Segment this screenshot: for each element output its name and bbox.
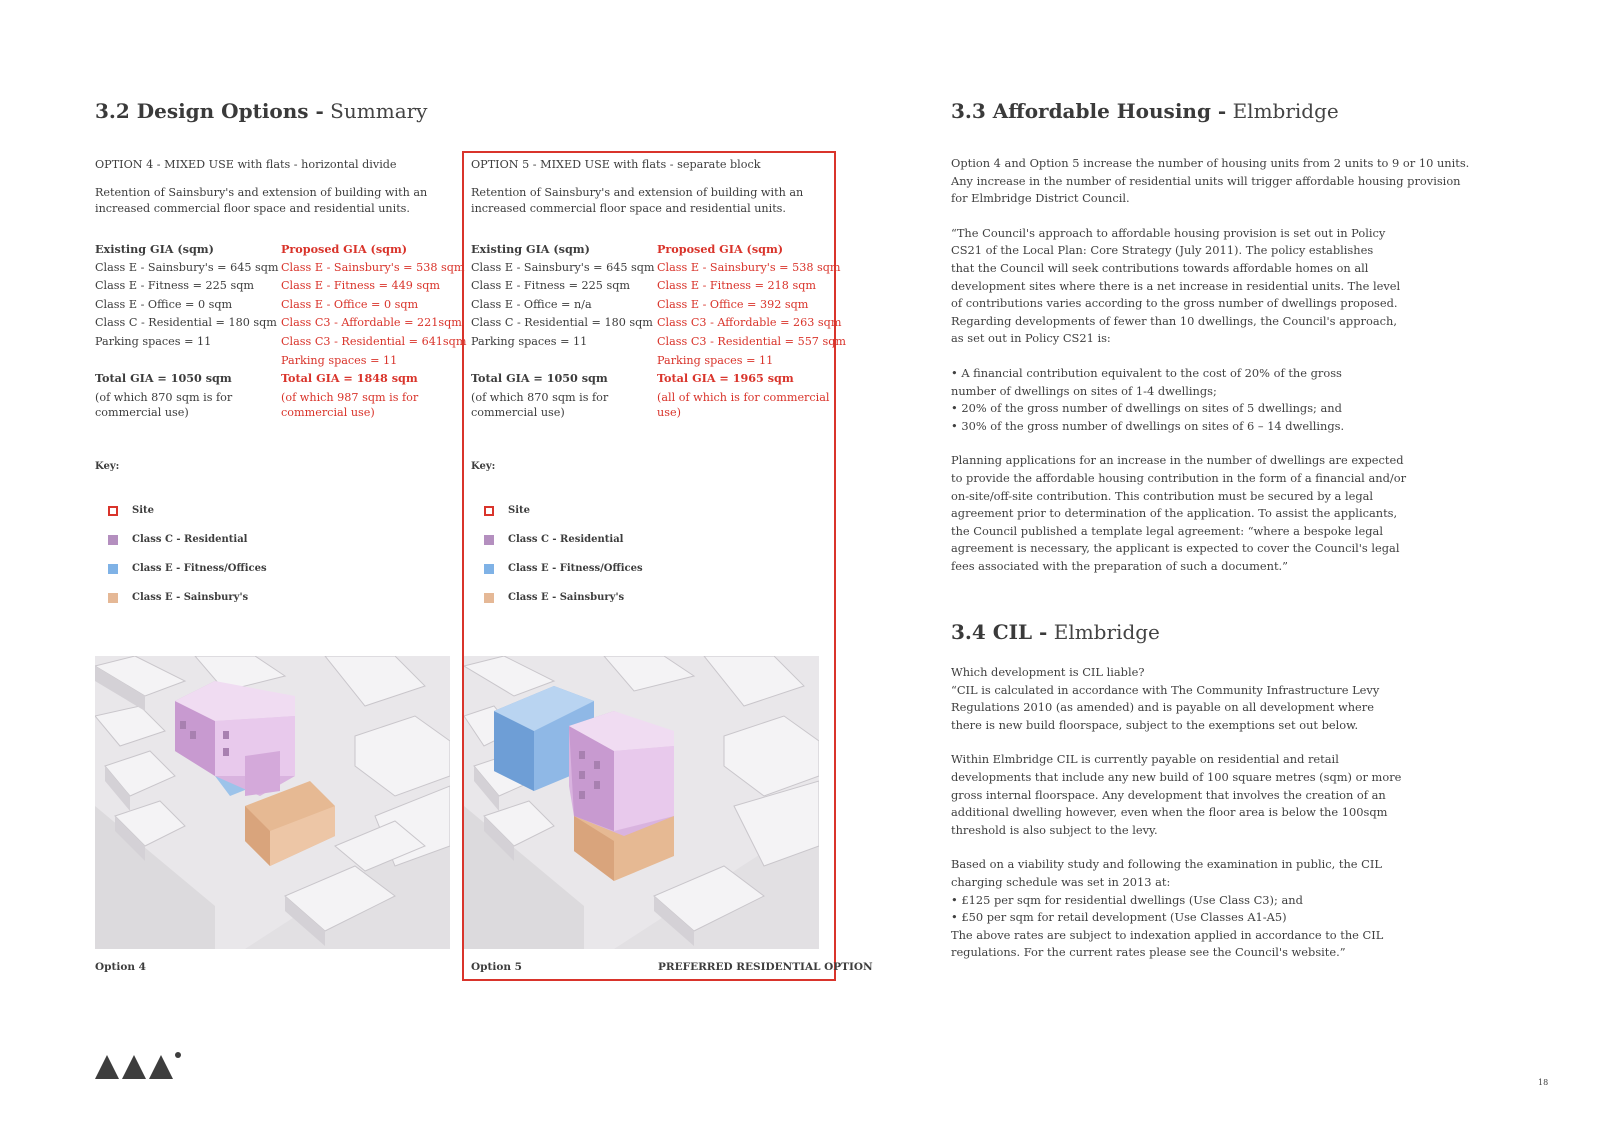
cil-text: Which development is CIL liable? “CIL is calculated in accordance with The Community Infrastructure Levy Regulations 2010 (as amended) and is payable on all development where there is new build floorspace, subject to the exemptions set out below. Within Elmbridge CIL is currently payable on residential and retail developments that include any new build of 100 square metres (sqm) or more gross internal floorspace. Any development that involves the creation of an additional dwelling however, even when the floor area is below the 100sqm threshold is also subject to the levy. Based on a viability study and following the examination in public, the CIL charging schedule was set in 2013 at: • £125 per sqm for residential dwellings (Use Class C3); and • £50 per sqm for retail development (Use Classes A1-A5) The above rates are subject to indexation applied in accordance to the CIL regulations. For the current rates please see the Council's website.” (951, 665, 1402, 960)
site-swatch (108, 506, 118, 516)
option-5-proposed-total: Total GIA = 1965 sqm (all of which is for commercial use) (657, 371, 830, 420)
affordable-housing-text: Option 4 and Option 5 increase the number of housing units from 2 units to 9 or 10 units. Any increase in the number of residential units will trigger affordable housing provision for Elmbridge District Council. “The Council's approach to affordable housing provision is set out in Policy CS21 of the Local Plan: Core Strategy (July 2011). The policy establishes that the Council will seek contributions towards affordable homes on all development sites where there is a net increase in residential units. The level of contributions varies according to the gross number of dwellings proposed. Regarding developments of fewer than 10 dwellings, the Council's approach, as set out in Policy CS21 is: • A financial contribution equivalent to the cost of 20% of the gross number of dwellings on sites of 1-4 dwellings; • 20% of the gross number of dwellings on sites of 5 dwellings; and • 30% of the gross number of dwellings on sites of 6 – 14 dwellings. Planning applications for an increase in the number of dwellings are expected to provide the affordable housing contribution in the form of a financial and/or on-site/off-site contribution. This contribution must be secured by a legal agreement prior to determination of the application. To assist the applicants, the Council published a template legal agreement: “where a bespoke legal agreement is necessary, the applicant is expected to cover the Council's legal fees associated with the preparation of such a document.” (951, 156, 1470, 573)
fitness-offices-swatch (108, 564, 118, 574)
aaa-logo-icon (95, 1051, 185, 1081)
page-number: 18 (1538, 1078, 1549, 1087)
option-4-intro: Retention of Sainsbury's and extension of building with an increased commercial floor space and residential units. (95, 186, 428, 215)
option-4-key (108, 496, 267, 612)
section-title-cil: 3.4 CIL - Elmbridge (951, 620, 1160, 644)
key-item-site: Site (108, 496, 267, 525)
option-5-existing-gia: Existing GIA (sqm) Class E - Sainsbury's = 645 sqm Class E - Fitness = 225 sqm Class E - Office = n/a Class C - Residential = 180 sqm Parking spaces = 11 (471, 242, 655, 348)
key-item-fitness-offices: Class E - Fitness/Offices (108, 554, 267, 583)
existing-gia-title: Existing GIA (sqm) (95, 242, 214, 256)
option-5-existing-total: Total GIA = 1050 sqm (of which 870 sqm is for commercial use) (471, 371, 609, 420)
option-4-key-label: Key: (95, 461, 120, 472)
option-4-proposed-gia: Proposed GIA (sqm) Class E - Sainsbury's = 538 sqm Class E - Fitness = 449 sqm Class E - Office = 0 sqm Class C3 - Affordable = 221sqm Class C3 - Residential = 641sqm Parking spaces = 11 (281, 242, 467, 367)
proposed-gia-title: Proposed GIA (sqm) (281, 242, 408, 256)
option-5-heading: OPTION 5 - MIXED USE with flats - separate block (471, 158, 761, 171)
option-5-key: Site Class C - Residential Class E - Fitness/Offices Class E - Sainsbury's (484, 496, 643, 612)
section-title-affordable-housing: 3.3 Affordable Housing - Elmbridge (951, 99, 1339, 123)
residential-swatch (108, 535, 118, 545)
option-4-existing-gia: Existing GIA (sqm) Class E - Sainsbury's = 645 sqm Class E - Fitness = 225 sqm Class E - Office = 0 sqm Class C - Residential = 180 sqm Parking spaces = 11 (95, 242, 279, 348)
key-item-sainsburys: Class E - Sainsbury's (108, 583, 267, 612)
section-title-design-options: 3.2 Design Options - Summary (95, 99, 428, 123)
sainsburys-swatch (108, 593, 118, 603)
option-4-massing-render (95, 656, 450, 949)
option-5-proposed-gia: Proposed GIA (sqm) Class E - Sainsbury's = 538 sqm Class E - Fitness = 218 sqm Class E - Office = 392 sqm Class C3 - Affordable = 263 sqm Class C3 - Residential = 557 sqm Parking spaces = 11 (657, 242, 846, 367)
key-item-residential: Class C - Residential (108, 525, 267, 554)
option-4-proposed-total: Total GIA = 1848 sqm (of which 987 sqm is for commercial use) (281, 371, 419, 420)
option-5-caption: Option 5 (471, 961, 522, 973)
preferred-option-label: PREFERRED RESIDENTIAL OPTION (658, 961, 873, 973)
option-4-existing-total: Total GIA = 1050 sqm (of which 870 sqm is for commercial use) (95, 371, 233, 420)
option-5-massing-render (464, 656, 819, 949)
option-5-key-label: Key: (471, 461, 496, 472)
option-5-intro: Retention of Sainsbury's and extension of building with an increased commercial floor space and residential units. (471, 186, 804, 215)
option-4-heading: OPTION 4 - MIXED USE with flats - horizontal divide (95, 158, 397, 171)
option-4-caption: Option 4 (95, 961, 146, 973)
